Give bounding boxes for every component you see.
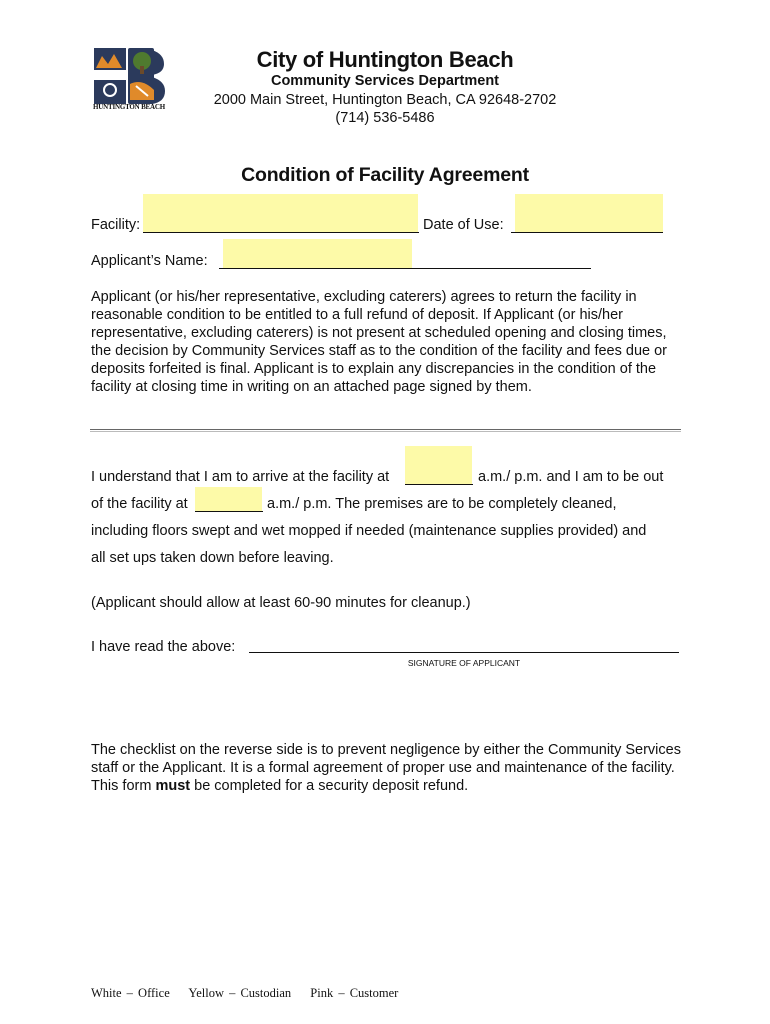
- copy-white: White – Office: [91, 986, 170, 1000]
- cleaning-line: including floors swept and wet mopped if needed (maintenance supplies provided) and: [91, 523, 647, 539]
- cleanup-note: (Applicant should allow at least 60-90 minutes for cleanup.): [91, 595, 471, 611]
- departure-time-field[interactable]: [195, 487, 262, 511]
- applicant-name-label: Applicant’s Name:: [91, 253, 208, 269]
- departure-underline: [195, 511, 263, 512]
- checklist-emphasis: must: [155, 778, 191, 794]
- facility-field[interactable]: [143, 194, 418, 232]
- copy-distribution-footer: [91, 986, 412, 1001]
- arrival-time-field[interactable]: [405, 446, 472, 484]
- date-of-use-field[interactable]: [515, 194, 663, 232]
- document-title: Condition of Facility Agreement: [241, 164, 529, 186]
- facility-underline: [143, 232, 419, 233]
- setups-line: all set ups taken down before leaving.: [91, 550, 334, 566]
- logo-caption: HUNTINGTON BEACH: [93, 103, 165, 111]
- date-underline: [511, 232, 663, 233]
- signature-caption: SIGNATURE OF APPLICANT: [407, 658, 521, 668]
- copy-pink: Pink – Customer: [310, 986, 399, 1000]
- arrive-suffix: a.m./ p.m. and I am to be out: [478, 469, 664, 485]
- applicant-name-field[interactable]: [223, 239, 412, 268]
- read-above-label: I have read the above:: [91, 639, 236, 655]
- checklist-paragraph: [91, 741, 681, 795]
- phone-number: (714) 536-5486: [335, 110, 435, 126]
- address: 2000 Main Street, Huntington Beach, CA 92648-2702: [213, 92, 557, 108]
- checklist-text-end: be completed for a security deposit refund.: [190, 778, 469, 794]
- city-title: City of Huntington Beach: [256, 47, 514, 72]
- checklist-text-start: The checklist on the reverse side is to prevent negligence by either the Community Services staff or the Applicant. It is a formal agreement of proper use and maintenance of the facility. This form: [91, 742, 681, 794]
- arrival-underline: [405, 484, 473, 485]
- out-prefix: of the facility at: [91, 496, 188, 512]
- applicant-name-underline: [219, 268, 591, 269]
- out-suffix: a.m./ p.m. The premises are to be completely cleaned,: [267, 496, 617, 512]
- facility-label: Facility:: [91, 217, 141, 233]
- refund-terms-paragraph: Applicant (or his/her representative, excluding caterers) agrees to return the facility in reasonable condition to be entitled to a full refund of deposit. If Applicant (or his/her representative, excluding caterers) is not present at scheduled opening and closing times, the decision by Community Services staff as to the condition of the facility and fees due or deposits forfeited is final. Applicant is to explain any discrepancies in the condition of the facility at closing time in writing on an attached page signed by them.: [91, 289, 668, 395]
- date-of-use-label: Date of Use:: [423, 217, 504, 233]
- arrive-prefix: I understand that I am to arrive at the facility at: [91, 469, 390, 485]
- section-divider: [90, 429, 681, 432]
- signature-line[interactable]: [249, 652, 679, 653]
- department-name: Community Services Department: [270, 73, 500, 89]
- copy-yellow: Yellow – Custodian: [188, 986, 292, 1000]
